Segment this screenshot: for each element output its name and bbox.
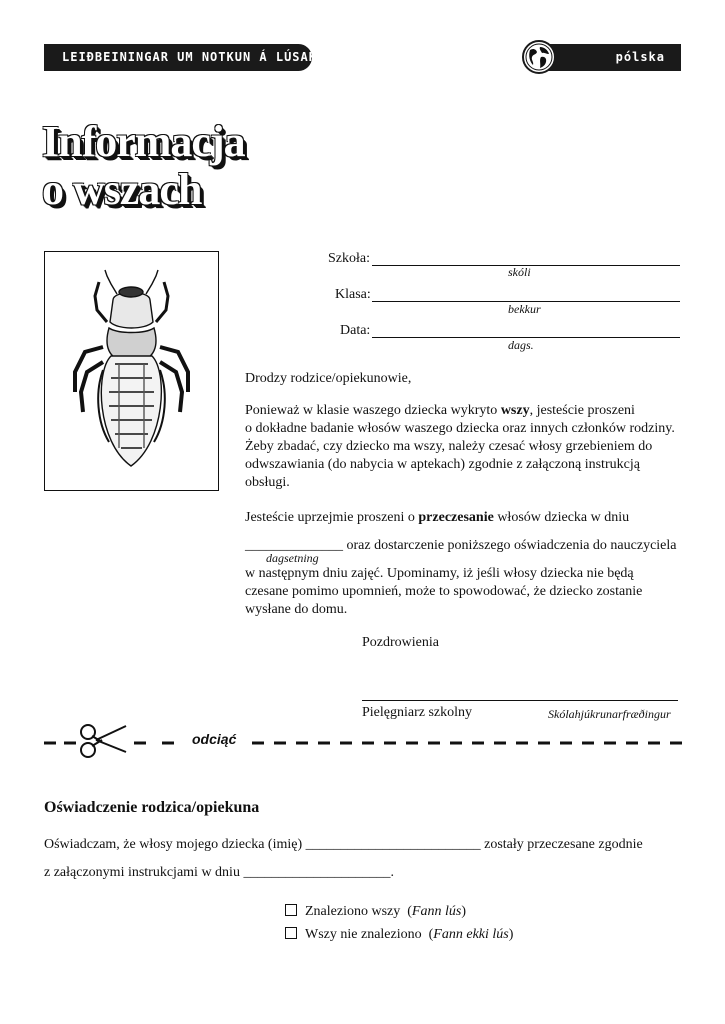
p1-line-4: odwszawiania (do nabycia w aptekach) zgodnie z załączoną instrukcją	[245, 457, 640, 472]
letter-paragraph-2-line-1	[245, 509, 685, 527]
p1-text-b: , jesteście proszeni	[529, 403, 635, 418]
field-sub-school: skóli	[508, 265, 531, 279]
statement-line-2: z załączonymi instrukcjami w dniu _____________________.	[44, 865, 394, 880]
cut-label: odciąć	[192, 731, 237, 747]
signature-sub: Skólahjúkrunarfræðingur	[548, 707, 671, 721]
globe-icon	[522, 40, 556, 74]
letter-greeting: Drodzy rodzice/opiekunowie,	[245, 371, 412, 386]
field-label-date: Data:	[340, 323, 371, 338]
p1-line-2: o dokładne badanie włosów waszego dziecka oraz innych członków rodziny.	[245, 421, 675, 436]
p2-bold: przeczesanie	[418, 510, 494, 525]
header-bar	[44, 44, 350, 71]
header-title: LEIÐBEININGAR UM NOTKUN Á LÚSAKAMBI	[62, 50, 350, 64]
p1-bold: wszy	[500, 403, 530, 418]
cut-line	[44, 722, 684, 762]
title-line-1: Informacja	[42, 117, 245, 166]
date-blank-sub: dagsetning	[266, 551, 319, 565]
field-label-school: Szkoła:	[328, 251, 370, 266]
title-line-2: o wszach	[42, 165, 202, 214]
statement-line-1: Oświadczam, że włosy mojego dziecka (imię) _________________________ zostały przeczesane zgodnie	[44, 837, 643, 852]
statement-title: Oświadczenie rodzica/opiekuna	[44, 799, 260, 816]
p2-text-a: Jesteście uprzejmie proszeni o	[245, 510, 419, 525]
signature-line[interactable]	[362, 700, 678, 701]
field-label-class: Klasa:	[335, 287, 371, 302]
field-sub-class: bekkur	[508, 302, 541, 316]
language-bar	[548, 44, 681, 71]
date-blank[interactable]: ______________	[245, 538, 343, 553]
letter-closing: Pozdrowienia	[362, 635, 439, 650]
checkbox-sub: Fann ekki lús	[433, 927, 509, 942]
letter-paragraph-1	[245, 402, 685, 492]
checkbox-sub: Fann lús	[411, 904, 462, 919]
signature-label: Pielęgniarz szkolny	[362, 705, 473, 720]
page-title	[42, 118, 245, 214]
louse-icon	[45, 252, 218, 490]
scissors-icon	[78, 722, 130, 760]
checkbox-icon[interactable]	[285, 927, 297, 939]
p1-text-a: Ponieważ w klasie waszego dziecka wykryto	[245, 403, 501, 418]
checkbox-icon[interactable]	[285, 904, 297, 916]
checkbox-lice-found[interactable]: Znaleziono wszy (Fann lús)	[285, 903, 466, 921]
checkbox-label: Znaleziono wszy	[305, 904, 401, 919]
p2-text-b: włosów dziecka w dniu	[493, 510, 630, 525]
language-label: pólska	[615, 50, 665, 64]
letter-paragraph-2-rest	[245, 565, 685, 619]
checkbox-label: Wszy nie znaleziono	[305, 927, 422, 942]
field-sub-date: dags.	[508, 338, 534, 352]
p2-line-5: wysłane do domu.	[245, 602, 348, 617]
p1-line-3: Żeby zbadać, czy dziecko ma wszy, należy czesać włosy grzebieniem do	[245, 439, 653, 454]
p1-line-5: obsługi.	[245, 475, 290, 490]
p2-line-3: w następnym dniu zajęć. Upominamy, iż jeśli włosy dziecka nie będą	[245, 566, 634, 581]
checkbox-lice-not-found[interactable]: Wszy nie znaleziono (Fann ekki lús)	[285, 926, 513, 944]
p2-text-c: oraz dostarczenie poniższego oświadczenia do nauczyciela	[343, 538, 677, 553]
louse-illustration	[44, 251, 219, 491]
p2-line-4: czesane pomimo upomnień, może to spowodować, że dziecko zostanie	[245, 584, 643, 599]
